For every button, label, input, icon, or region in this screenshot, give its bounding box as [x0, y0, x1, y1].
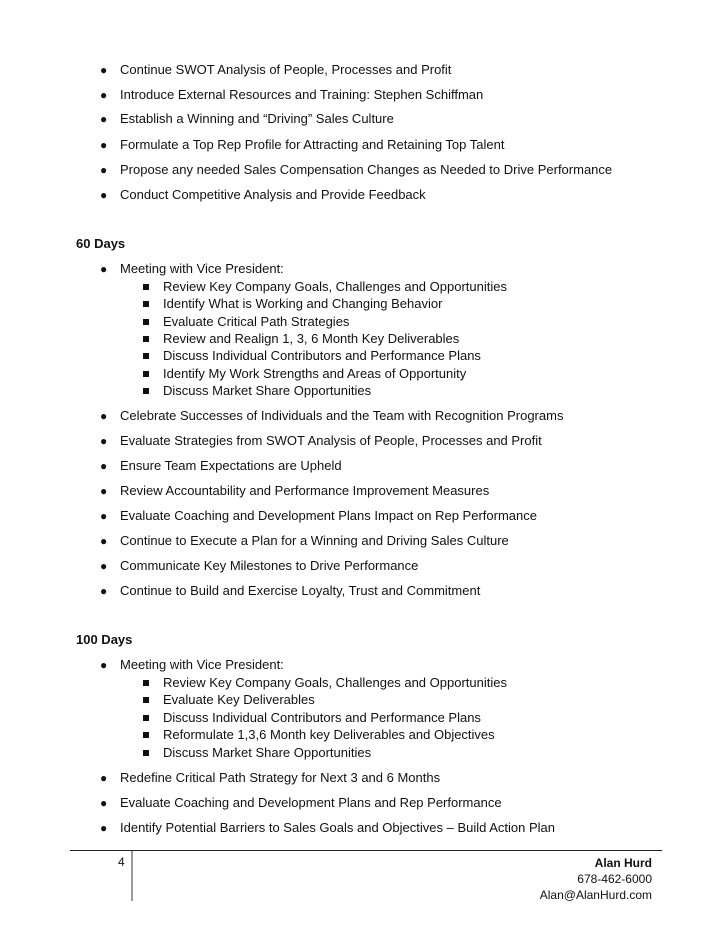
footer-contact: [540, 855, 652, 903]
bullet-icon: ●: [100, 821, 108, 835]
square-bullet-icon: [143, 697, 149, 703]
square-bullet-icon: [143, 353, 149, 359]
bullet-icon: ●: [100, 771, 108, 785]
bullet-icon: ●: [100, 509, 108, 523]
footer-divider: [70, 850, 662, 851]
square-bullet-icon: [143, 750, 149, 756]
document-page: ● Continue SWOT Analysis of People, Processes and Profit ● Introduce External Resources and Training: Stephen Schiffman ● Establish a Winning and “Driving” Sales Culture ● Formulate a Top Rep Profile for Attracting and Retaining Top Talent ● Propose any needed Sales Compensation Changes as Needed to Drive Performance ● Conduct Competitive Analysis and Provide Feedback 60 Days ● Meeting with Vice President: Review Key Company Goals, Challenges and Opportunities Identify What is Working and Changing Behavior Evaluate Critical Path Strategies Review and Realign 1, 3, 6 Month Key Deliverables Discuss Individual Contributors and Performance Plans Identify My Work Strengths and Areas of Opportunity Discuss Market Share Opportunities ● Celebrate Successes of Individuals and the Team with Recognition Programs ● Evaluate Strategies from SWOT Analysis of People, Processes and Profit ● Ensure Team Expectations are Upheld ● Review Accountability and Performance Improvement Measures ● Evaluate Coaching and Development Plans Impact on Rep Performance ● Continue to Execute a Plan for a Winning and Driving Sales Culture ● Communicate Key Milestones to Drive Performance ● Continue to Build and Exercise Loyalty, Trust and Commitment 100 Days ● Meeting with Vice President: Review Key Company Goals, Challenges and Opportunities Evaluate Key Deliverables Discuss Individual Contributors and Performance Plans Reformulate 1,3,6 Month key Deliverables and Objectives Discuss Market Share Opportunities ● Redefine Critical Path Strategy for Next 3 and 6 Months ● Evaluate Coaching and Development Plans and Rep Performance ● Identify Potential Barriers to Sales Goals and Objectives – Build Action Plan 4 Alan Hurd 678-462-6000 Alan@AlanHurd.com: [0, 0, 728, 943]
bullet-icon: ●: [100, 658, 108, 672]
contact-name: Alan Hurd: [594, 856, 652, 870]
bullet-icon: ●: [100, 559, 108, 573]
square-bullet-icon: [143, 715, 149, 721]
contact-email: Alan@AlanHurd.com: [539, 888, 652, 902]
footer-vertical-rule: [131, 851, 133, 901]
bullet-icon: ●: [100, 484, 108, 498]
square-bullet-icon: [143, 336, 149, 342]
section-heading-60-days: 60 Days: [76, 236, 126, 251]
square-bullet-icon: [143, 371, 149, 377]
bullet-icon: ●: [100, 63, 108, 77]
square-bullet-icon: [143, 284, 149, 290]
bullet-icon: ●: [100, 262, 108, 276]
square-bullet-icon: [143, 680, 149, 686]
square-bullet-icon: [143, 319, 149, 325]
bullet-icon: ●: [100, 584, 108, 598]
bullet-icon: ●: [100, 409, 108, 423]
square-bullet-icon: [143, 388, 149, 394]
contact-phone: 678-462-6000: [577, 872, 652, 886]
bullet-icon: ●: [100, 88, 108, 102]
bullet-icon: ●: [100, 534, 108, 548]
bullet-icon: ●: [100, 138, 108, 152]
square-bullet-icon: [143, 301, 149, 307]
bullet-icon: ●: [100, 163, 108, 177]
bullet-icon: ●: [100, 459, 108, 473]
bullet-icon: ●: [100, 796, 108, 810]
bullet-icon: ●: [100, 188, 108, 202]
page-number: 4: [118, 855, 125, 869]
square-bullet-icon: [143, 732, 149, 738]
bullet-icon: ●: [100, 112, 108, 126]
section-heading-100-days: 100 Days: [76, 632, 133, 647]
bullet-icon: ●: [100, 434, 108, 448]
